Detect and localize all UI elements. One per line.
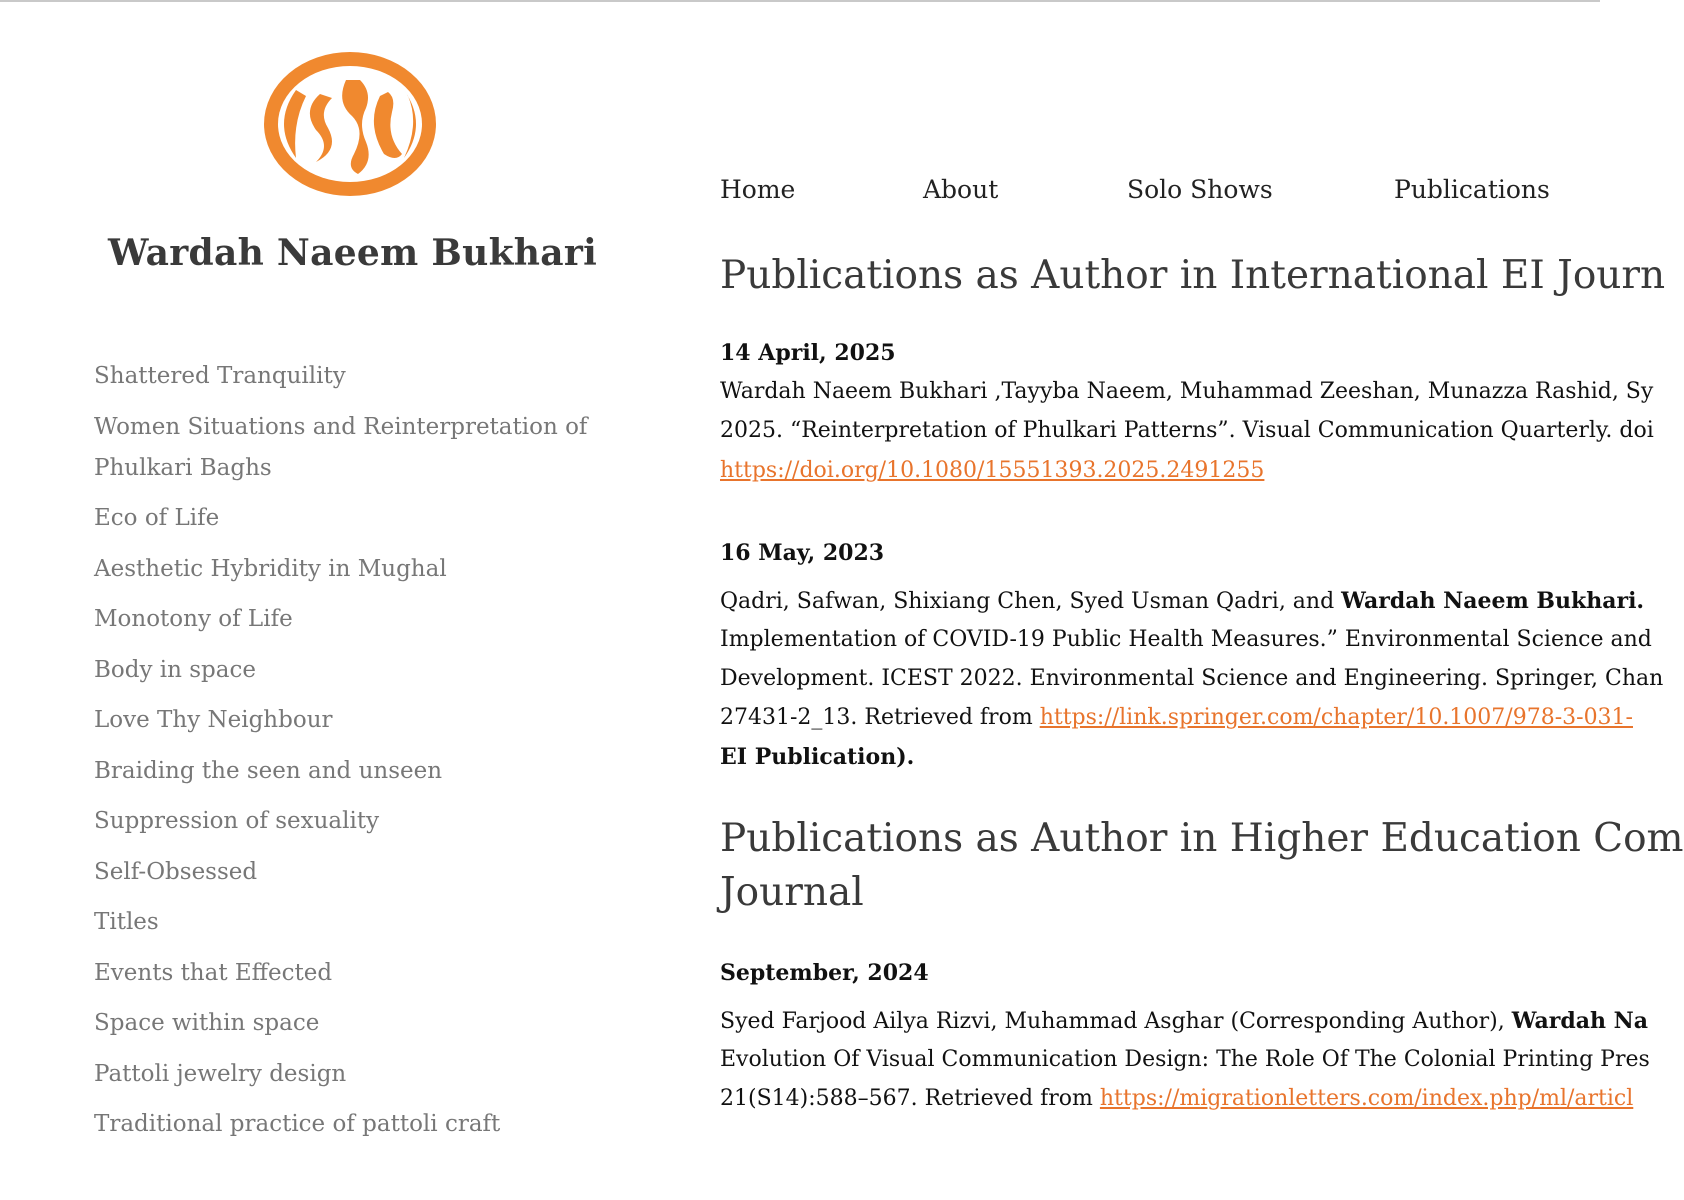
publication-date: 16 May, 2023 <box>720 540 885 566</box>
sidebar-item-titles[interactable]: Titles <box>94 909 159 935</box>
nav-publications[interactable]: Publications <box>1394 175 1550 204</box>
sidebar-item-shattered-tranquility[interactable]: Shattered Tranquility <box>94 363 346 389</box>
sidebar-item-space-within-space[interactable]: Space within space <box>94 1010 320 1036</box>
publication-text: Wardah Naeem Bukhari ,Tayyba Naeem, Muhammad Zeeshan, Munazza Rashid, Sy <box>720 379 1654 404</box>
springer-link[interactable]: https://link.springer.com/chapter/10.1007/978-3-031- <box>1039 705 1633 730</box>
sidebar-item-body-in-space[interactable]: Body in space <box>94 656 256 683</box>
sidebar-item-self-obsessed[interactable]: Self-Obsessed <box>94 858 258 885</box>
publication-authors: Syed Farjood Ailya Rizvi, Muhammad Asghar (Corresponding Author), <box>720 1009 1512 1034</box>
publication-authors: Qadri, Safwan, Shixiang Chen, Syed Usman Qadri, and <box>720 589 1342 614</box>
publication-text-segment: 21(S14):588–567. Retrieved from <box>720 1086 1100 1111</box>
sidebar-item-pattoli-craft[interactable]: Traditional practice of pattoli craft <box>94 1111 501 1137</box>
nav-about[interactable]: About <box>923 175 999 204</box>
publication-text: Development. ICEST 2022. Environmental Science and Engineering. Springer, Chan <box>720 666 1664 691</box>
migration-letters-link[interactable]: https://migrationletters.com/index.php/ml/articl <box>1099 1086 1634 1111</box>
doi-link[interactable]: https://doi.org/10.1080/15551393.2025.2491255 <box>720 458 1265 483</box>
section-heading-hec-journals: Publications as Author in Higher Education Com <box>720 816 1684 861</box>
publication-date: September, 2024 <box>720 960 929 986</box>
sidebar-item-pattoli-jewelry[interactable]: Pattoli jewelry design <box>94 1060 347 1087</box>
publication-text: Implementation of COVID-19 Public Health Measures.” Environmental Science and <box>720 627 1652 652</box>
sidebar-item-aesthetic-hybridity[interactable]: Aesthetic Hybridity in Mughal <box>94 555 447 582</box>
sidebar-item-women-situations[interactable]: Women Situations and Reinterpretation of Phulkari Baghs <box>94 413 588 481</box>
sidebar-item-events[interactable]: Events that Effected <box>94 959 333 986</box>
author-highlight: Wardah Na <box>1511 1008 1649 1034</box>
section-heading-hec-journals-cont: Journal <box>720 870 864 915</box>
site-logo[interactable] <box>262 50 438 198</box>
main-content <box>720 0 1684 1200</box>
publication-text <box>720 744 914 770</box>
nav-home[interactable]: Home <box>720 175 796 204</box>
publication-text <box>720 1008 1648 1034</box>
section-heading-ei-journals: Publications as Author in International EI Journ <box>720 253 1666 298</box>
publication-text-segment: 27431-2_13. Retrieved from <box>720 705 1040 730</box>
publication-link-line <box>720 458 1264 483</box>
publication-text <box>720 1086 1633 1111</box>
sidebar-item-suppression[interactable]: Suppression of sexuality <box>94 808 380 834</box>
publication-text: 2025. “Reinterpretation of Phulkari Patterns”. Visual Communication Quarterly. doi <box>720 418 1654 443</box>
author-highlight: Wardah Naeem Bukhari. <box>1341 588 1645 614</box>
publication-date: 14 April, 2025 <box>720 340 896 366</box>
sidebar-item-love-thy-neighbour[interactable]: Love Thy Neighbour <box>94 707 333 733</box>
nav-solo-shows[interactable]: Solo Shows <box>1127 175 1273 204</box>
publication-text: Evolution Of Visual Communication Design: The Role Of The Colonial Printing Pres <box>720 1047 1650 1072</box>
sidebar-menu <box>94 356 684 1155</box>
publication-text <box>720 705 1633 730</box>
publication-text <box>720 588 1644 614</box>
sidebar-item-monotony-of-life[interactable]: Monotony of Life <box>94 606 293 632</box>
sidebar-item-braiding[interactable]: Braiding the seen and unseen <box>94 757 443 784</box>
publication-note: EI Publication). <box>720 744 915 770</box>
sidebar-item-eco-of-life[interactable]: Eco of Life <box>94 505 220 531</box>
site-title[interactable]: Wardah Naeem Bukhari <box>108 232 598 274</box>
